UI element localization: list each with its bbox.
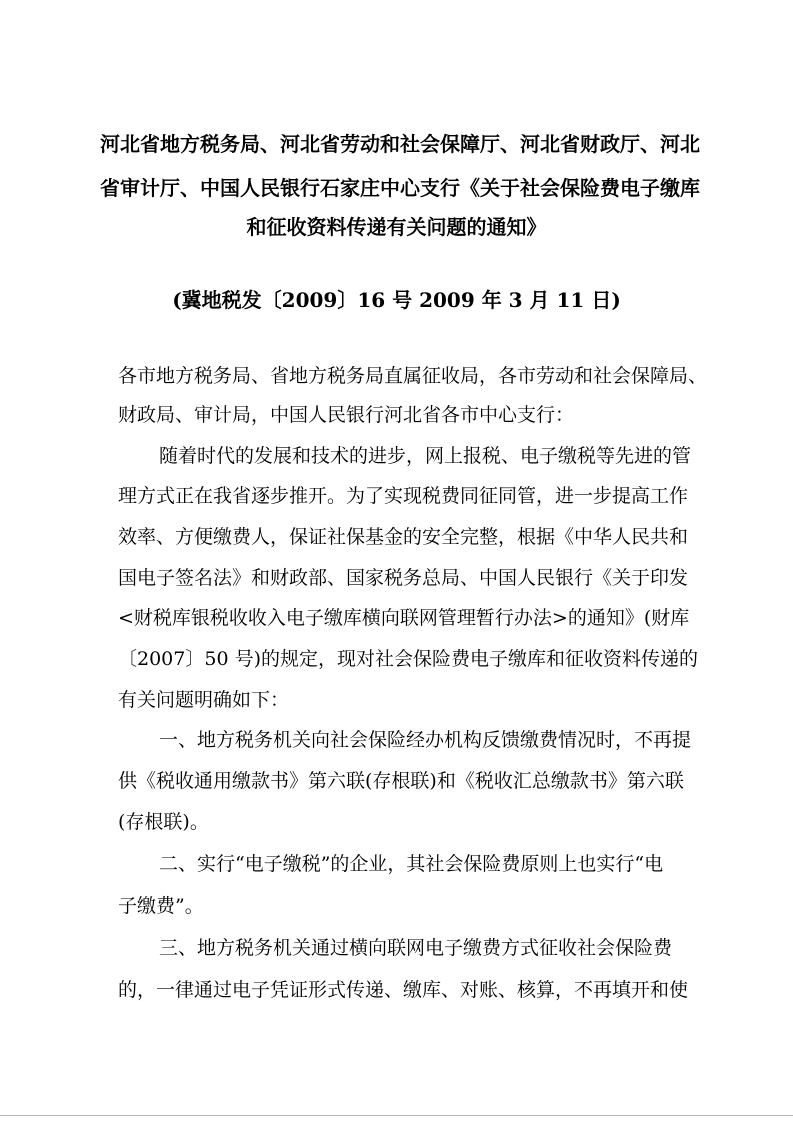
body-line-6: 国电子签名法》和财政部、国家税务总局、中国人民银行《关于印发	[118, 567, 689, 589]
document-title-line-1: 河北省地方税务局、河北省劳动和社会保障厅、河北省财政厅、河北	[100, 132, 700, 156]
body-line-14: 子缴费”。	[118, 895, 204, 917]
body-line-3: 随着时代的发展和技术的进步，网上报税、电子缴税等先进的管	[159, 445, 692, 467]
page-bottom-divider	[0, 1115, 793, 1116]
body-line-7: <财税库银税收收入电子缴库横向联网管理暂行办法>的通知》(财库	[118, 607, 690, 629]
body-line-1: 各市地方税务局、省地方税务局直属征收局，各市劳动和社会保障局、	[118, 365, 708, 387]
document-title-line-3: 和征收资料传递有关问题的通知》	[246, 215, 547, 239]
body-line-5: 效率、方便缴费人，保证社保基金的安全完整，根据《中华人民共和	[118, 526, 689, 548]
body-line-12: (存根联)。	[118, 811, 209, 833]
body-line-4: 理方式正在我省逐步推开。为了实现税费同征同管，进一步提高工作	[118, 485, 689, 507]
body-line-10: 一、地方税务机关向社会保险经办机构反馈缴费情况时，不再提	[159, 729, 692, 751]
body-line-9: 有关问题明确如下：	[118, 689, 290, 711]
body-line-15: 三、地方税务机关通过横向联网电子缴费方式征收社会保险费	[159, 937, 673, 959]
body-line-8: 〔2007〕50 号)的规定，现对社会保险费电子缴库和征收资料传递的	[118, 648, 698, 670]
body-line-16: 的，一律通过电子凭证形式传递、缴库、对账、核算，不再填开和使	[118, 979, 689, 1001]
document-title-line-2: 省审计厅、中国人民银行石家庄中心支行《关于社会保险费电子缴库	[100, 176, 700, 200]
body-line-2: 财政局、审计局，中国人民银行河北省各市中心支行：	[118, 404, 575, 426]
body-line-13: 二、实行“电子缴税”的企业，其社会保险费原则上也实行“电	[159, 853, 664, 875]
document-subtitle: (冀地税发〔2009〕16 号 2009 年 3 月 11 日)	[172, 288, 621, 312]
body-line-11: 供《税收通用缴款书》第六联(存根联)和《税收汇总缴款书》第六联	[118, 770, 684, 792]
